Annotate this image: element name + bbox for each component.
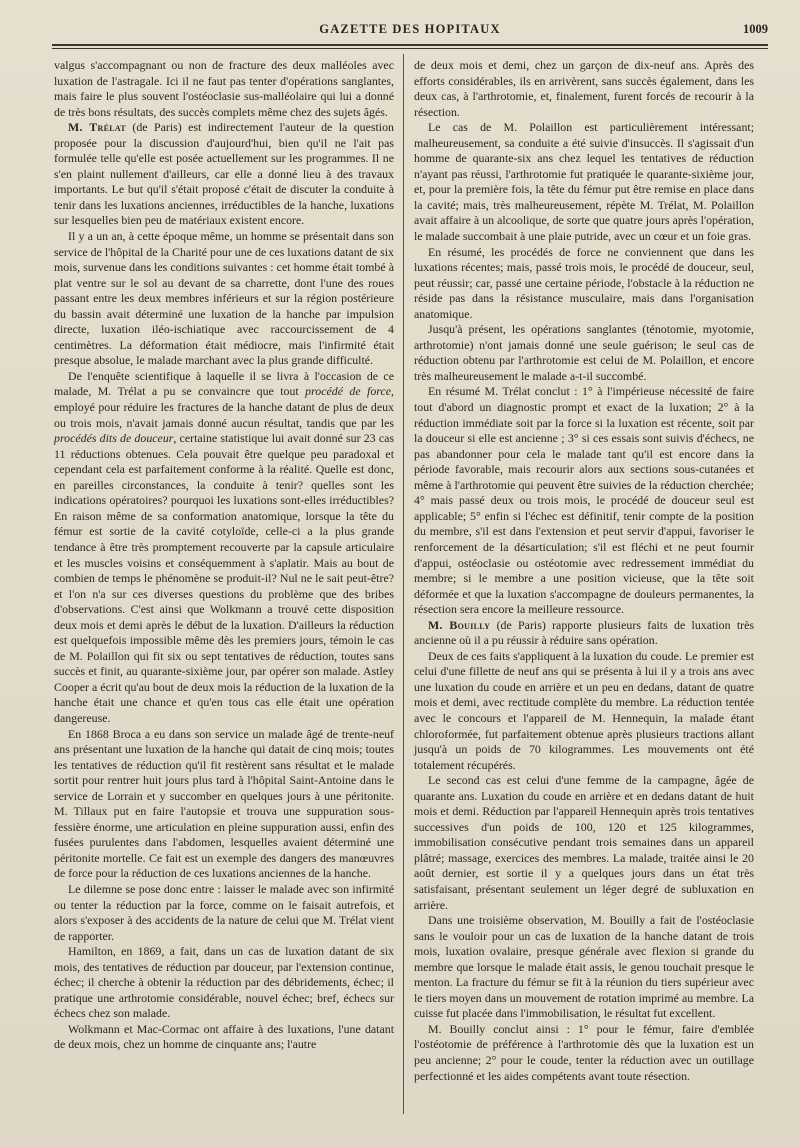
paragraph: Le second cas est celui d'une femme de la campagne, âgée de quarante ans. Luxation du coude en arrière et en dedans datant de huit mois et demi. Réduction par l'appareil Hennequin après trois tentatives successives d'un poids de 100, 120 et 125 kilogrammes, immobilisation consécutive pendant trois semaines dans un appareil plâtré; massage, exercices des membres. La malade, traitée ainsi le 20 août dernier, est sortie il y a quelques jours dans un état très satisfaisant, présentant seulement un léger degré de subluxation en arrière. (414, 773, 754, 912)
paragraph-text: (de Paris) rapporte plusieurs faits de luxation très ancienne où il a pu réussir à réduire sans opération. (414, 617, 754, 648)
paragraph: Le dilemne se pose donc entre : laisser le malade avec son infirmité ou tenter la réduction par la force, comme on le faisait autrefois, et alors s'exposer à des accidents de la nature de celui que M. Trélat vient de rapporter. (54, 881, 394, 943)
paragraph: Wolkmann et Mac-Cormac ont affaire à des luxations, l'une datant de deux mois, chez un homme de cinquante ans; l'autre (54, 1021, 394, 1052)
italic-term: procédés dits de douceur (54, 431, 174, 446)
paragraph: En résumé M. Trélat conclut : 1° à l'impérieuse nécessité de faire tout d'abord un diagnostic prompt et exact de la luxation; 2° à la réduction immédiate soit par la force si la luxation est récente, soit par la douceur si elle est ancienne ; 3° si ces essais sont suivis d'échecs, ne pas abandonner pour cela le malade tant qu'il est encore dans la période favorable, mais recourir alors aux sections sous-cutanées et même à l'arthrotomie qui peuvent être suivies de la réduction cherchée; 4° mais passé deux ou trois mois, le procédé de douceur seul est applicable; 5° enfin si l'échec est définitif, tenir compte de la position du membre, s'il est dans l'extension et peut servir d'appui, favoriser le renforcement de la désarticulation; s'il est fléchi et ne peut fournir d'appui, ostéoclasie ou ostéotomie avec redressement immédiat du membre; si le membre a une position vicieuse, que la tête soit déformée et que la luxation s'accompagne de douleurs permanentes, la résection sera encore la meilleure ressource. (414, 384, 754, 617)
paragraph: de deux mois et demi, chez un garçon de dix-neuf ans. Après des efforts considérables, ils en arrivèrent, sans succès également, dans les deux cas, à l'arthrotomie, et, finalement, furent forcés de recourir à la résection. (414, 58, 754, 119)
paragraph (54, 120, 394, 229)
journal-title: GAZETTE DES HOPITAUX (319, 22, 501, 36)
paragraph: Jusqu'à présent, les opérations sanglantes (ténotomie, myotomie, arthrotomie) n'ont jamais donné une seule guérison; le seul cas de réduction obtenu par l'arthrotomie est celui de M. Polaillon, et encore très malheureusement le malade a-t-il succombé. (414, 322, 754, 383)
paragraph (414, 618, 754, 649)
speaker-name: M. Bouilly (428, 617, 491, 632)
paragraph: En 1868 Broca a eu dans son service un malade âgé de trente-neuf ans présentant une luxation de la hanche qui datait de cinq mois; toutes les tentatives de réduction qu'il fit restèrent sans résultat et le malade sortit pour rentrer huit jours plus tard à l'hôpital Saint-Antoine dans le service de Lorrain et y succomber en quelques jours à une péritonite. M. Tillaux put en faire l'autopsie et trouva une suppuration sous-fessière énorme, une articulation en pleine suppuration aussi, enfin des fusées purulentes dans l'abdomen, lesquelles avaient déterminé une péritonite mortelle. Ce fait est un exemple des dangers des manœuvres de force pour la réduction de ces luxations anciennes de la hanche. (54, 726, 394, 881)
paragraph: Dans une troisième observation, M. Bouilly a fait de l'ostéoclasie sans le vouloir pour un cas de luxation de la hanche datant de trois mois, luxation ovalaire, presque générale avec flexion si grande du membre que lorsque le malade était assis, le genou touchait presque le menton. La fracture du fémur se fit à la réunion du tiers supérieur avec le tiers moyen dans un mouvement de rotation imprimé au membre. La cuisse fut placée dans l'immobilisation, le résultat fut excellent. (414, 913, 754, 1021)
italic-term: procédé de force (305, 384, 392, 399)
paragraph-text: , certaine statistique lui avait donné sur 23 cas 11 réductions obtenues. Cela pouvait être quelque peu paradoxal et cependant cela est parfaitement conforme à la réalité. Quelle est donc, en pareilles circonstances, la conduite à tenir? quelles sont les indications opératoires? pourquoi les luxations sont-elles irréductibles? En raison même de sa conformation anatomique, lorsque la tête du fémur est sortie de la cavité cotyloïde, celle-ci a la plus grande tendance à être très promptement recouverte par la capsule articulaire et les muscles voisins et conséquemment à s'aplatir. Mais au bout de combien de temps le phénomène se produit-il? Nul ne le sait peut-être? et l'on n'a sur ces diverses questions du problème que des bribes d'observations. C'est ainsi que Wolkmann a trouvé cette disposition deux mois et demi après le début de la luxation. D'ailleurs la réduction est quelquefois impossible même dès les premiers jours, témoin le cas de M. Polaillon qui fit six ou sept tentatives de réduction, toutes sans succès et finit, au quarante-sixième jour, par opérer son malade. Astley Cooper a écrit qu'au bout de deux mois la réduction de la luxation de la hanche était une chance et qu'en tous cas elle était une opération dangereuse. (54, 431, 394, 725)
paragraph: Hamilton, en 1869, a fait, dans un cas de luxation datant de six mois, des tentatives de réduction par douceur, par l'extension continue, échec; il cherche à obtenir la réduction par des débridements, échec; il pratique une arthrotomie considérable, nouvel échec; bref, échecs sur échecs chez son malade. (54, 944, 394, 1021)
paragraph: M. Bouilly conclut ainsi : 1° pour le fémur, faire d'emblée l'ostéotomie de préférence à l'arthrotomie dès que la luxation est un peu ancienne; 2° pour le coude, tenter la réduction avec un outillage perfectionné et les aides compétents avant toute résection. (414, 1021, 754, 1083)
paragraph-text: , employé pour réduire les fractures de la hanche datant de plus de deux ou trois mois, n'avait jamais donné aucun résultat, tandis que par les (54, 384, 395, 430)
paragraph: valgus s'accompagnant ou non de fracture des deux malléoles avec luxation de l'astragale. Ici il ne faut pas tenter d'opérations sanglantes, mais faire le plus souvent l'ostéoclasie sus-malléolaire qui lui a donné de très bons résultats, des succès complets même chez des sujets âgés. (54, 58, 394, 119)
paragraph-text: De l'enquête scientifique à laquelle il se livra à l'occasion de ce malade, M. Trélat a pu se convaincre que tout (54, 368, 394, 399)
paragraph-text: (de Paris) est indirectement l'auteur de la question proposée pour la discussion d'aujourd'hui, bien qu'il ne l'ait pas formulée telle qu'elle est posée actuellement sur les programmes. Il ne s'en plaint nullement d'ailleurs, car elle a donné lieu à des travaux importants. Le but qu'il s'était proposé c'était de discuter la conduite à tenir dans les luxations anciennes, irréductibles de la hanche, luxations sur lesquelles bien peu de matériaux existent encore. (54, 120, 394, 228)
paragraph: Le cas de M. Polaillon est particulièrement intéressant; malheureusement, sa conduite a été suivie d'insuccès. Il s'agissait d'un homme de quarante-six ans chez lequel les tentatives de réduction n'ayant pas réussi, l'arthrotomie fut pratiquée le quarante-sixième jour, et, pour la première fois, la tête du fémur put être remise en place dans la cavité; mais, très malheureusement, répète M. Trélat, M. Polaillon avait affaire à un alcoolique, de sorte que quatre jours après l'opération, le malade succombait à une plaie putride, avec un cœur et un foie gras. (414, 120, 754, 244)
column-divider (403, 54, 404, 1114)
left-column (54, 58, 394, 1053)
page-number: 1009 (743, 22, 768, 36)
paragraph: En résumé, les procédés de force ne conviennent que dans les luxations récentes; mais, passé trois mois, le procédé de douceur, seul, peut réussir; car, passé une certaine période, l'obstacle à la réduction ne réside pas dans la résistance musculaire, mais dans l'organisation anatomique. (414, 244, 754, 321)
paragraph: Deux de ces faits s'appliquent à la luxation du coude. Le premier est celui d'une fillette de neuf ans qui se présenta à lui il y a trois ans avec une luxation du coude en arrière et un peu en dedans, datant de quatre mois et demi, avec rectitude complète du membre. La réduction tentée avec le concours et l'appareil de M. Hennequin, la malade étant chloroformée, fut parfaitement obtenue après plusieurs tractions allant jusqu'à un poids de 70 kilogrammes. Les mouvements ont été totalement récupérés. (414, 648, 754, 772)
speaker-name: M. Trélat (68, 120, 126, 135)
header-rule-thick (52, 44, 768, 46)
page-header (52, 22, 768, 42)
right-column (414, 58, 754, 1084)
header-rule-thin (52, 48, 768, 49)
paragraph (54, 369, 394, 727)
paragraph: Il y a un an, à cette époque même, un homme se présentait dans son service de l'hôpital de la Charité pour une de ces luxations datant de six mois, survenue dans les conditions suivantes : cet homme était tombé à plat ventre sur le sol au devant de sa charrette, dont l'une des roues passant entre les deux membres inférieurs et sur la région postérieure du bassin avait déterminé une luxation de la hanche par impulsion directe, luxation iléo-ischiatique avec raccourcissement de 4 centimètres. La déformation était médiocre, mais l'infirmité était presque absolue, le malade marchant avec la plus grande difficulté. (54, 229, 394, 368)
